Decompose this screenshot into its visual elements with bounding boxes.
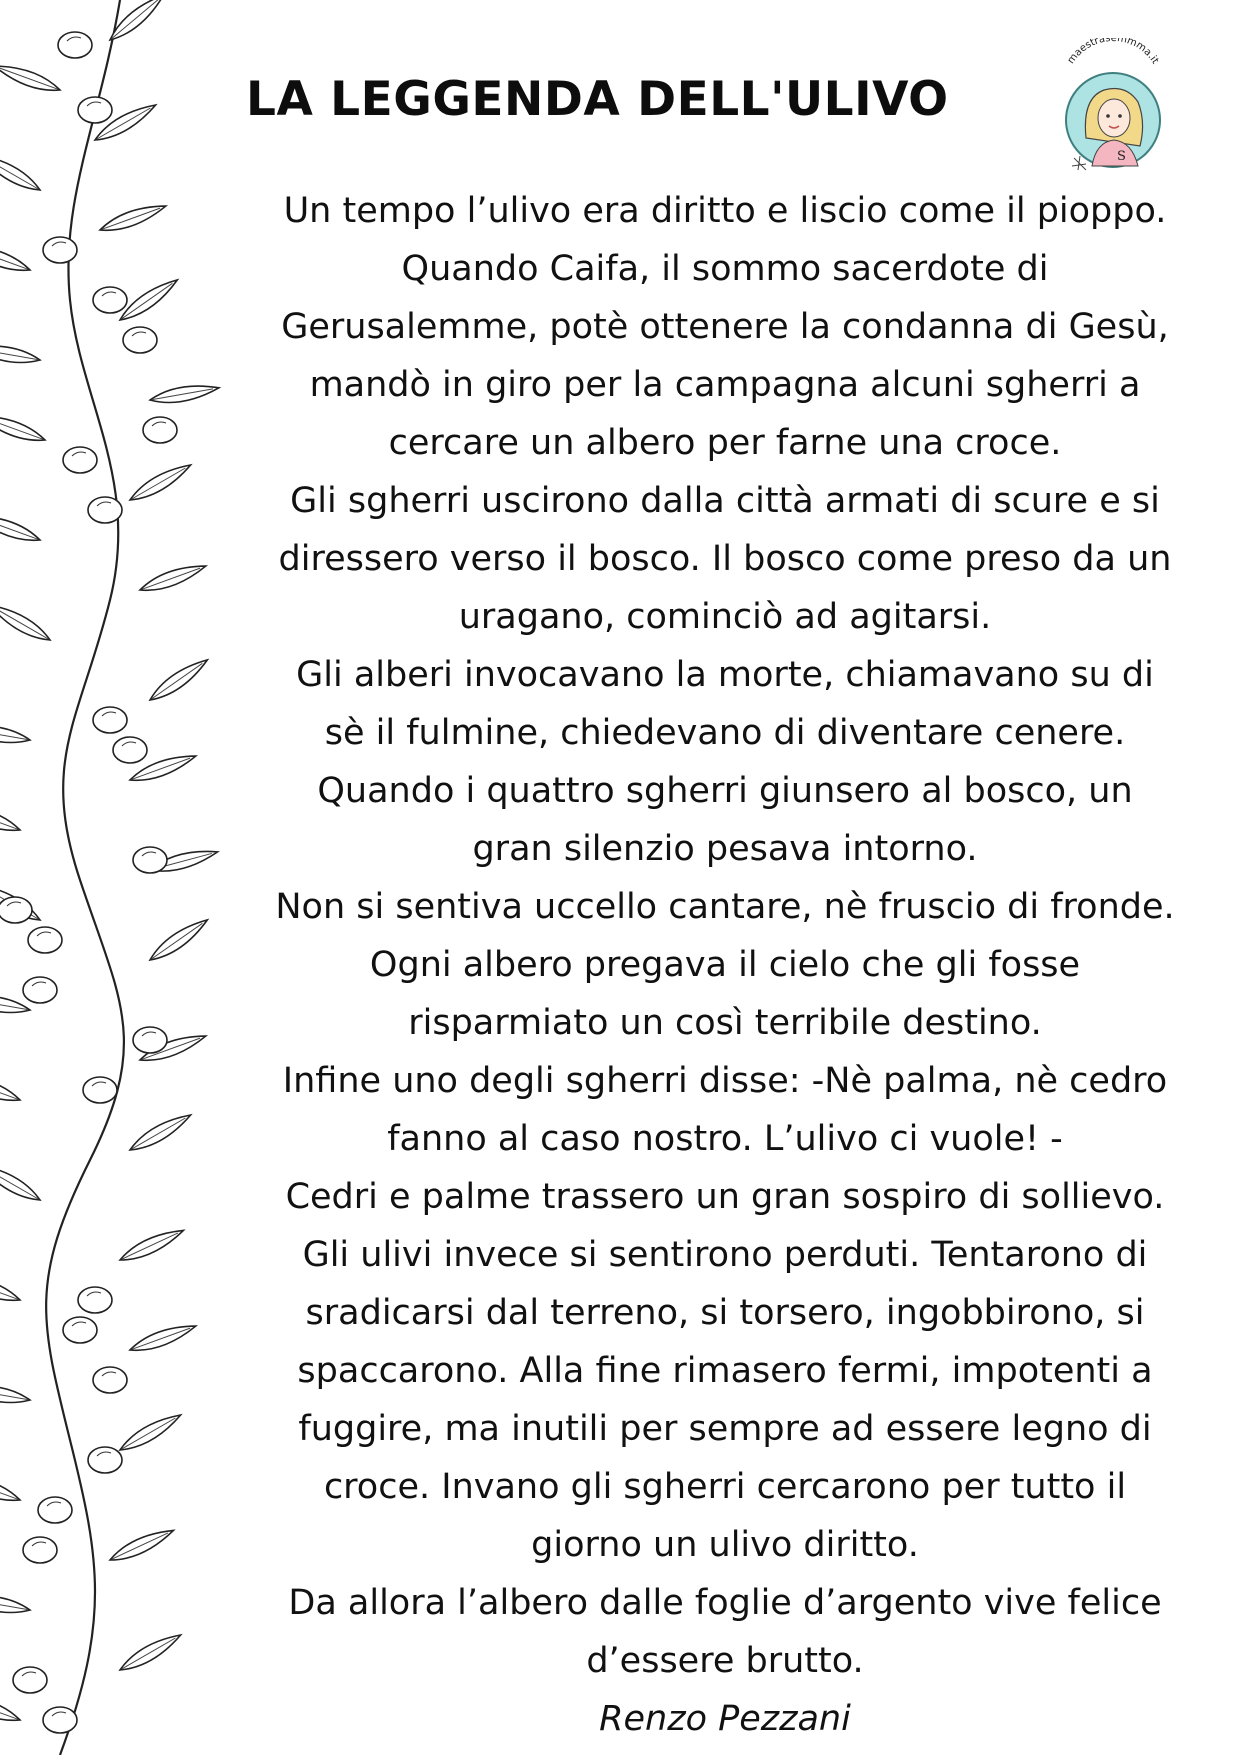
text-line: croce. Invano gli sgherri cercarono per tutto il [323,1467,1127,1507]
text-line: fanno al caso nostro. L’ulivo ci vuole! - [387,1119,1063,1159]
logo [1052,38,1174,178]
logo-letter: S [1117,149,1126,164]
text-line: Cedri e palme trassero un gran sospiro di sollievo. [285,1177,1165,1217]
text-line: Gli alberi invocavano la morte, chiamavano su di [296,655,1154,695]
text-line: spaccarono. Alla fine rimasero fermi, impotenti a [297,1351,1153,1391]
text-line: gran silenzio pesava intorno. [472,829,978,869]
text-line: cercare un albero per farne una croce. [388,423,1062,463]
svg-text:maestrasemmma.it [1066,38,1161,66]
text-line: fuggire, ma inutili per sempre ad essere legno di [298,1409,1152,1449]
text-line: uragano, cominciò ad agitarsi. [458,597,992,637]
page-title: LA LEGGENDA DELL'ULIVO [246,72,949,127]
author-signature: Renzo Pezzani [599,1699,851,1739]
text-line: Gli ulivi invece si sentirono perduti. Tentarono di [302,1235,1148,1275]
logo-text: maestrasemmma.it [1065,38,1161,67]
story-lines [220,182,1230,1690]
text-line: giorno un ulivo diritto. [531,1525,919,1565]
text-line: Quando i quattro sgherri giunsero al bosco, un [317,771,1133,811]
text-line: sè il fulmine, chiedevano di diventare cenere. [324,713,1126,753]
text-line: Gerusalemme, potè ottenere la condanna di Gesù, [281,307,1169,347]
text-line: mandò in giro per la campagna alcuni sgherri a [309,365,1141,405]
text-line: Non si sentiva uccello cantare, nè fruscio di fronde. [275,887,1175,927]
text-line: Infine uno degli sgherri disse: -Nè palma, nè cedro [282,1061,1168,1101]
olive-branch-illustration [0,0,235,1755]
text-line: Gli sgherri uscirono dalla città armati di scure e si [290,481,1160,521]
text-line: Un tempo l’ulivo era diritto e liscio come il pioppo. [283,191,1167,231]
text-line: Ogni albero pregava il cielo che gli fosse [369,945,1081,985]
story-text [220,182,1230,1748]
text-line: Quando Caifa, il sommo sacerdote di [401,249,1049,289]
text-line: risparmiato un così terribile destino. [408,1003,1042,1043]
text-line: Da allora l’albero dalle foglie d’argento vive felice [288,1583,1162,1623]
text-line: d’essere brutto. [586,1641,864,1681]
text-line: diressero verso il bosco. Il bosco come preso da un [278,539,1172,579]
text-line: sradicarsi dal terreno, si torsero, ingobbirono, si [305,1293,1145,1333]
